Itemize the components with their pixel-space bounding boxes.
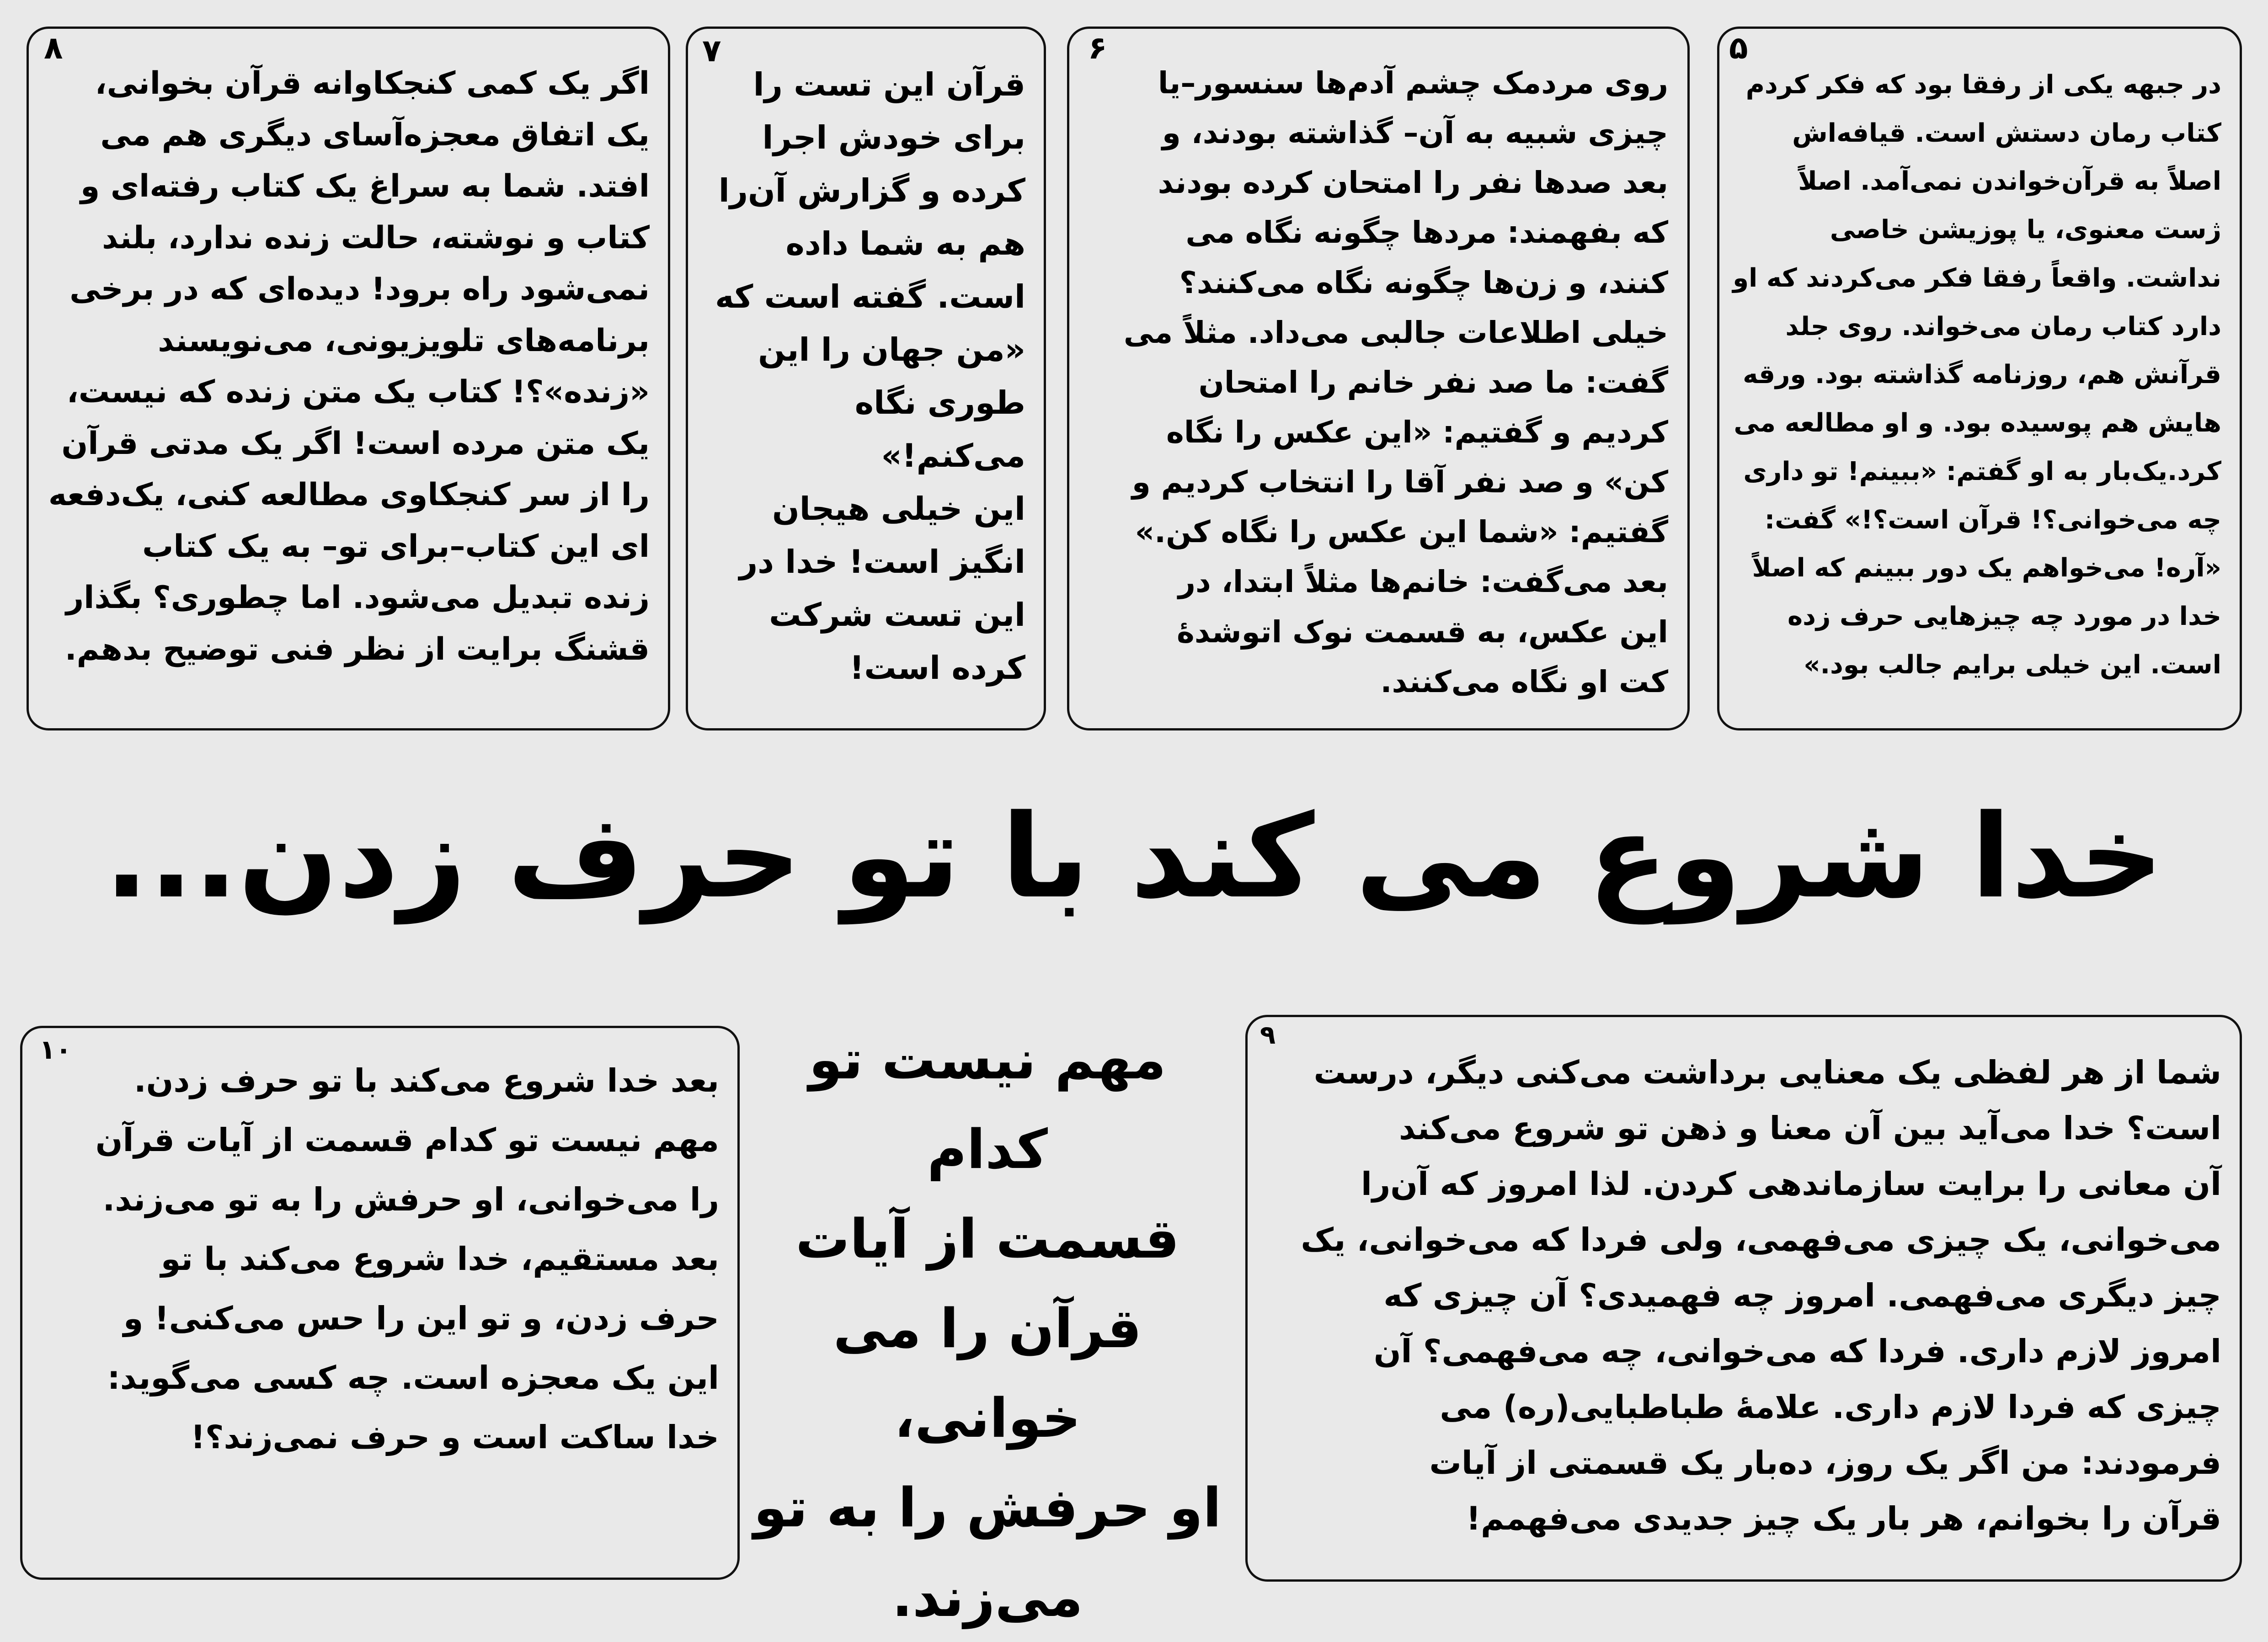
text-box-7-body: قرآن این تست را برای خودش اجرا کرده و گزارش آن‌را هم به شما داده است. گفته است که «من جهان را این طوری نگاه می‌کنم!» این خیلی هیجان انگیز است! خدا در این تست شرکت کرده است! bbox=[715, 66, 1025, 687]
box-number-7: ۷ bbox=[702, 33, 721, 69]
box-number-9: ۹ bbox=[1260, 1020, 1276, 1050]
text-box-10 bbox=[20, 1026, 740, 1580]
text-box-9 bbox=[1245, 1015, 2242, 1582]
box-number-8: ۸ bbox=[44, 30, 63, 66]
text-box-5-body: در جبهه یکی از رفقا بود که فکر کردم کتاب رمان دستش است. قیافه‌اش اصلاً به قرآن‌خواندن نمی‌آمد. اصلاً ژست معنوی، یا پوزیشن خاصی نداشت. واقعاً رفقا فکر می‌کردند که او دارد کتاب رمان می‌خواند. روی جلد قرآنش هم، روزنامه گذاشته بود. ورقه هایش هم پوسیده بود. و او مطالعه می کرد.یک‌بار به او گفتم: «ببینم! تو داری چه می‌خوانی؟! قرآن است؟!» گفت: «آره! می‌خواهم یک دور ببینم که اصلاً خدا در مورد چه چیزهایی حرف زده است. این خیلی برایم جالب بود.» bbox=[1733, 70, 2221, 680]
headline-row bbox=[27, 768, 2241, 946]
box-number-10: ۱۰ bbox=[39, 1034, 72, 1065]
box-number-6: ۶ bbox=[1088, 30, 1107, 66]
text-box-5 bbox=[1717, 27, 2242, 730]
box-number-5: ۵ bbox=[1729, 30, 1748, 66]
text-box-7 bbox=[686, 27, 1046, 730]
text-box-10-body: بعد خدا شروع می‌کند با تو حرف زدن. مهم نیست تو کدام قسمت از آیات قرآن را می‌خوانی، او حرفش را به تو می‌زند. بعد مستقیم، خدا شروع می‌کند با تو حرف زدن، و تو این را حس می‌کنی! و این یک معجزه است. چه کسی می‌گوید: خدا ساکت است و حرف نمی‌زند؟! bbox=[95, 1062, 719, 1456]
text-box-8 bbox=[27, 27, 670, 730]
text-box-8-body: اگر یک کمی کنجکاوانه قرآن بخوانی، یک اتفاق معجزه‌آسای دیگری هم می افتد. شما به سراغ یک کتاب رفته‌ای و کتاب و نوشته، حالت زنده ندارد، بلند نمی‌شود راه برود! دیده‌ای که در برخی برنامه‌های تلویزیونی، می‌نویسند «زنده»؟! کتاب یک متن زنده که نیست، یک متن مرده است! اگر یک مدتی قرآن را از سر کنجکاوی مطالعه کنی، یک‌دفعه ای این کتاب–برای تو– به یک کتاب زنده تبدیل می‌شود. اما چطوری؟ بگذار قشنگ برایت از نظر فنی توضیح بدهم. bbox=[48, 65, 650, 667]
pull-quote: مهم نیست تو کدام قسمت از آیات قرآن را می خوانی، او حرفش را به تو می‌زند. bbox=[753, 1028, 1222, 1629]
headline: خدا شروع می کند با تو حرف زدن... bbox=[104, 790, 2164, 924]
text-box-6-body: روی مردمک چشم آدم‌ها سنسور–یا چیزی شبیه به آن– گذاشته بودند، و بعد صدها نفر را امتحان کرده بودند که بفهمند: مردها چگونه نگاه می کنند، و زن‌ها چگونه نگاه می‌کنند؟ خیلی اطلاعات جالبی می‌داد. مثلاً می گفت: ما صد نفر خانم را امتحان کردیم و گفتیم: «این عکس را نگاه کن» و صد نفر آقا را انتخاب کردیم و گفتیم: «شما این عکس را نگاه کن.» بعد می‌گفت: خانم‌ها مثلاً ابتدا، در این عکس، به قسمت نوک اتوشدهٔ کت او نگاه می‌کنند. bbox=[1123, 65, 1668, 699]
text-box-9-body: شما از هر لفظی یک معنایی برداشت می‌کنی دیگر، درست است؟ خدا می‌آید بین آن معنا و ذهن تو شروع می‌کند آن معانی را برایت سازماندهی کردن. لذا امروز که آن‌را می‌خوانی، یک چیزی می‌فهمی، ولی فردا که می‌خوانی، یک چیز دیگری می‌فهمی. امروز چه فهمیدی؟ آن چیزی که امروز لازم داری. فردا که می‌خوانی، چه می‌فهمی؟ آن چیزی که فردا لازم داری. علامهٔ طباطبایی(ره) می فرمودند: من اگر یک روز، ده‌بار یک قسمتی از آیات قرآن را بخوانم، هر بار یک چیز جدیدی می‌فهمم! bbox=[1301, 1054, 2221, 1537]
text-box-6 bbox=[1067, 27, 1690, 730]
